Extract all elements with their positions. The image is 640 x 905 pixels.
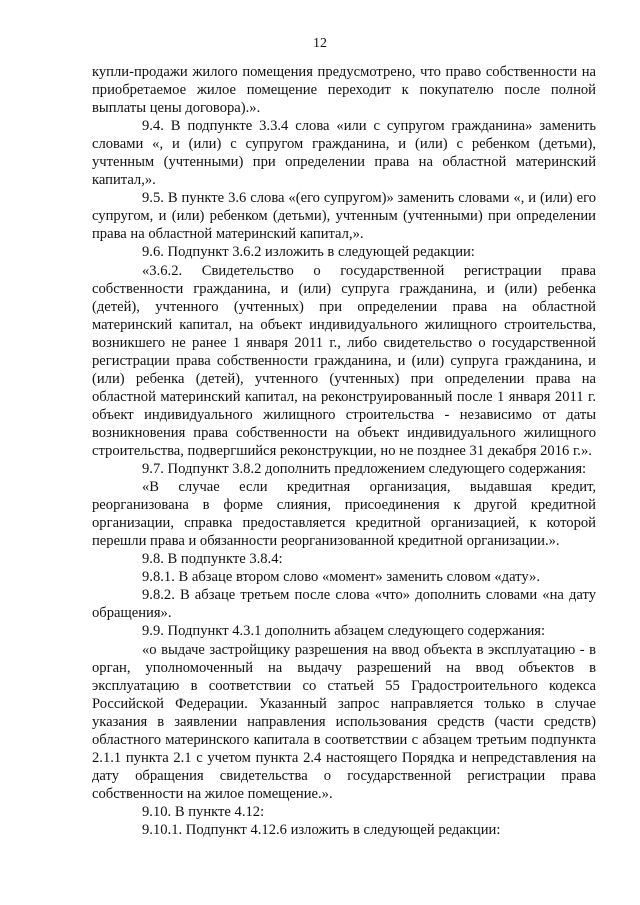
paragraph-3-6-2-quote: «3.6.2. Свидетельство о государственной регистрации права собственности гражданина, и (или) супруга гражданина, и (или) ребенка (детей), учтенного (учтенных) при определении права на областной материнский капитал, на объект индивидуального жилищного строительства, возникшего не ранее 1 января 2011 г., либо свидетельство о государственной регистрации права собственности гражданина, и (или) супруга гражданина, и (или) ребенка (детей), учтенного (учтенных) при определении права на областной материнский капитал, на реконструированный после 1 января 2011 г. объект индивидуального жилищного строительства - независимо от даты возникновения права собственности на объект индивидуального жилищного строительства, подвергшийся реконструкции, но не позднее 31 декабря 2016 г.». — [92, 262, 596, 459]
paragraph-9-8-1: 9.8.1. В абзаце втором слово «момент» заменить словом «дату». — [142, 569, 540, 586]
paragraph-9-10: 9.10. В пункте 4.12: — [142, 803, 265, 820]
paragraph-continuation: купли-продажи жилого помещения предусмотрено, что право собственности на приобретаемое жилое помещение переходит к покупателю после полной выплаты цены договора).». — [92, 64, 596, 117]
page-number: 12 — [313, 36, 327, 51]
document-body — [92, 63, 596, 839]
paragraph-9-8-2: 9.8.2. В абзаце третьем после слова «что» дополнить словами «на дату обращения». — [92, 587, 596, 622]
paragraph-9-9-quote: «о выдаче застройщику разрешения на ввод объекта в эксплуатацию - в орган, уполномоченный на выдачу разрешений на ввод объектов в эксплуатацию в соответствии со статьей 55 Градостроительного кодекса Российской Федерации. Указанный запрос направляется только в случае указания в заявлении направления использования средств (части средств) областного материнского капитала в соответствии с абзацем третьим подпункта 2.1.1 пункта 2.1 с учетом пункта 2.4 настоящего Порядка и непредставления на дату обращения свидетельства о государственной регистрации права собственности на жилое помещение.». — [92, 641, 596, 802]
paragraph-9-8: 9.8. В подпункте 3.8.4: — [142, 551, 283, 568]
paragraph-9-7: 9.7. Подпункт 3.8.2 дополнить предложением следующего содержания: — [142, 461, 587, 478]
paragraph-9-5: 9.5. В пункте 3.6 слова «(его супругом)» заменить словами «, и (или) его супругом, и (или) ребенком (детьми), учтенным (учтенными) при определении права на областной материнский капитал,». — [92, 190, 596, 243]
paragraph-9-7-quote: «В случае если кредитная организация, выдавшая кредит, реорганизована в форме слияния, присоединения к другой кредитной организации, справка предоставляется кредитной организацией, к которой перешли права и обязанности реорганизованной кредитной организации.». — [92, 479, 596, 550]
paragraph-9-4: 9.4. В подпункте 3.3.4 слова «или с супругом гражданина» заменить словами «, и (или) с супругом гражданина, и (или) с ребенком (детьми), учтенным (учтенными) при определении права на областной материнский капитал,». — [92, 118, 596, 189]
paragraph-9-9: 9.9. Подпункт 4.3.1 дополнить абзацем следующего содержания: — [142, 623, 546, 640]
paragraph-9-10-1: 9.10.1. Подпункт 4.12.6 изложить в следующей редакции: — [142, 821, 501, 838]
paragraph-9-6: 9.6. Подпункт 3.6.2 изложить в следующей редакции: — [142, 244, 475, 261]
